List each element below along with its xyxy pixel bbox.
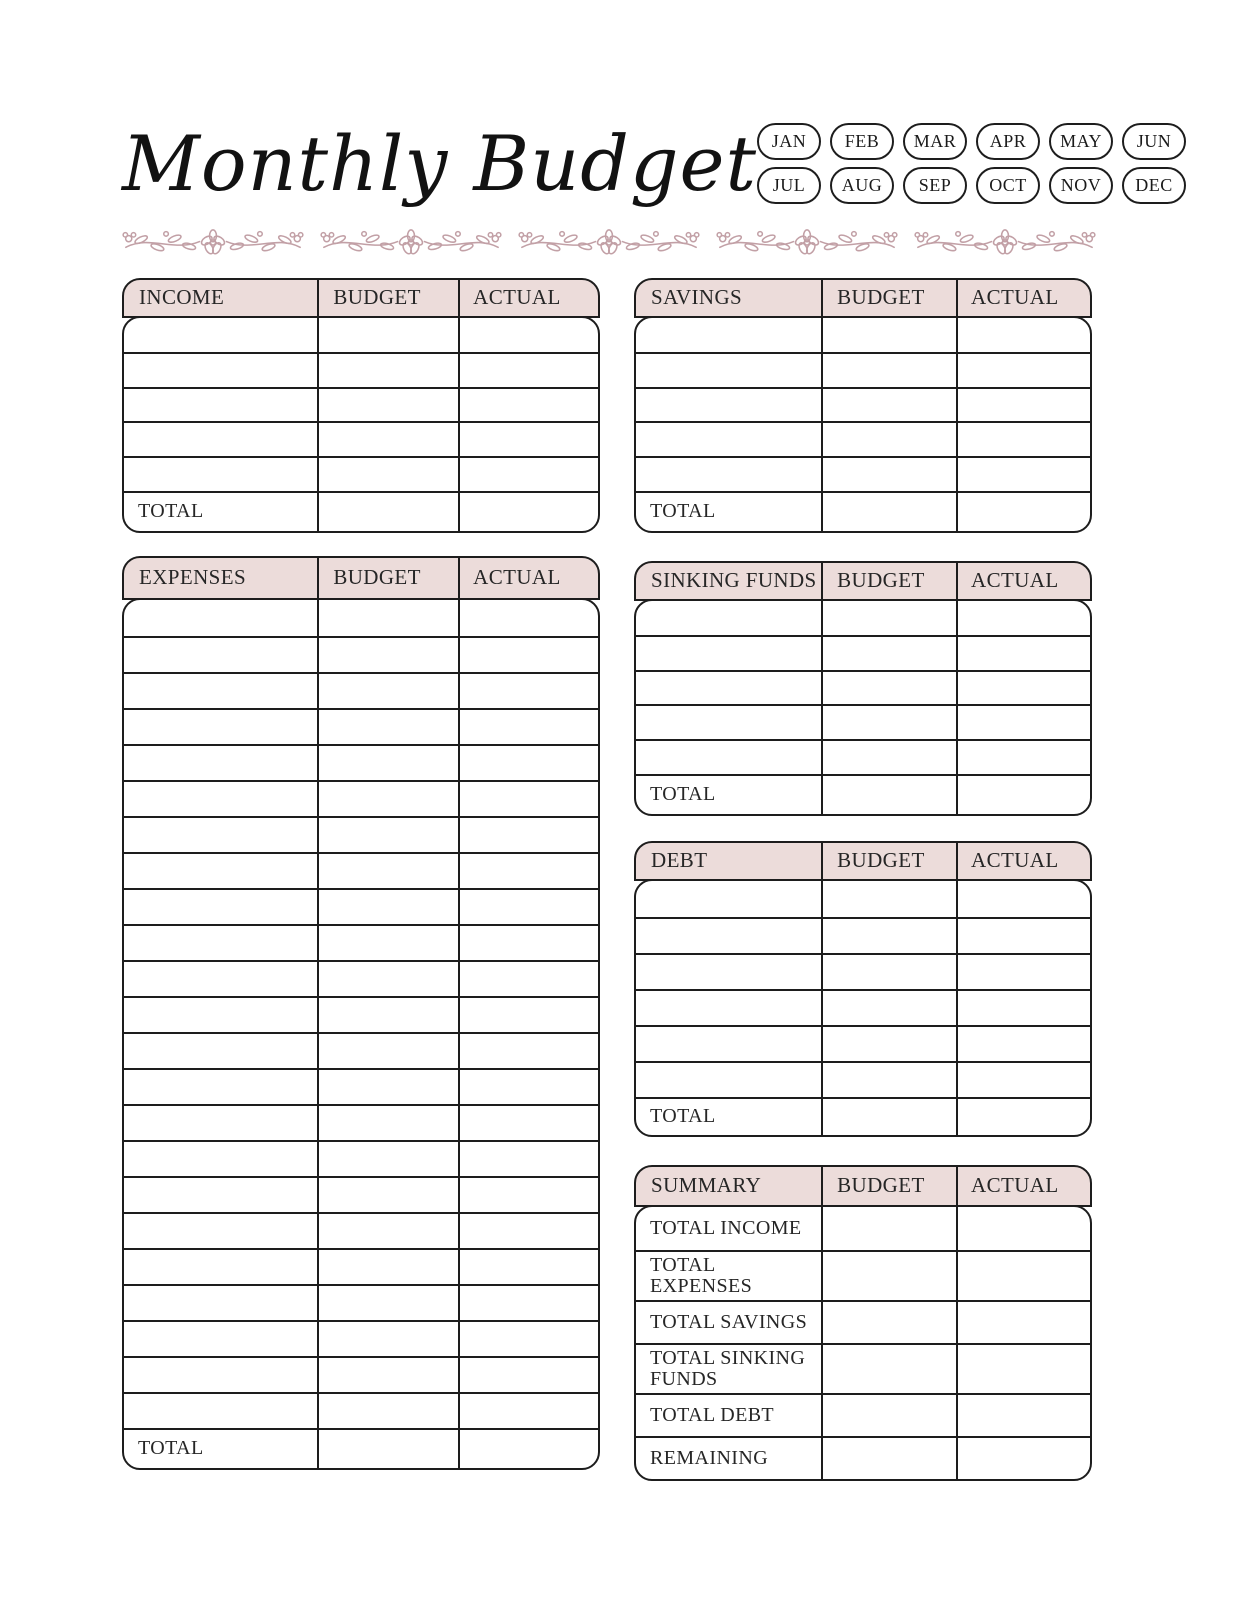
floral-vine-icon (716, 226, 898, 259)
floral-vine-icon (914, 226, 1096, 259)
column-header-actual: ACTUAL (971, 568, 1059, 593)
table-header (122, 556, 600, 600)
blank-row (124, 1392, 598, 1428)
table-savings (634, 278, 1092, 533)
page-header (122, 0, 1173, 208)
month-pill-jun[interactable]: JUN (1122, 123, 1186, 160)
column-divider-line (458, 280, 460, 531)
table-body (634, 879, 1092, 1137)
total-row-label: TOTAL (138, 1437, 204, 1460)
column-divider-line (956, 843, 958, 1135)
blank-row (636, 1025, 1090, 1061)
total-row (636, 1097, 1090, 1135)
summary-row (636, 1393, 1090, 1436)
table-header (634, 1165, 1092, 1207)
blank-row (124, 352, 598, 387)
table-sinking-funds (634, 561, 1092, 816)
column-divider-line (821, 563, 823, 814)
total-row-label: TOTAL (650, 1105, 716, 1128)
blank-row (124, 672, 598, 708)
blank-row (124, 1104, 598, 1140)
table-body (122, 598, 600, 1470)
table-title: SINKING FUNDS (651, 568, 817, 593)
month-pill-jul[interactable]: JUL (757, 167, 821, 204)
blank-row (124, 1248, 598, 1284)
blank-row (124, 600, 598, 636)
blank-row (124, 421, 598, 456)
column-divider-line (956, 563, 958, 814)
column-header-budget: BUDGET (837, 285, 925, 310)
blank-row (124, 1176, 598, 1212)
column-divider-line (956, 1167, 958, 1479)
table-body (634, 316, 1092, 533)
blank-row (636, 1061, 1090, 1097)
table-header (634, 561, 1092, 601)
blank-row (124, 1212, 598, 1248)
blank-row (636, 635, 1090, 670)
blank-row (124, 960, 598, 996)
month-pill-oct[interactable]: OCT (976, 167, 1040, 204)
column-divider-line (821, 1167, 823, 1479)
summary-row (636, 1343, 1090, 1393)
summary-row-label: TOTAL SAVINGS (650, 1310, 808, 1333)
total-row (124, 1428, 598, 1468)
table-title: SAVINGS (651, 285, 743, 310)
table-income (122, 278, 600, 533)
summary-row (636, 1207, 1090, 1250)
column-header-budget: BUDGET (837, 848, 925, 873)
blank-row (636, 739, 1090, 774)
left-column (122, 278, 600, 1481)
blank-row (636, 881, 1090, 917)
month-pill-jan[interactable]: JAN (757, 123, 821, 160)
floral-vine-icon (518, 226, 700, 259)
table-title: EXPENSES (139, 565, 247, 590)
month-pill-nov[interactable]: NOV (1049, 167, 1113, 204)
month-pill-dec[interactable]: DEC (1122, 167, 1186, 204)
blank-row (124, 1284, 598, 1320)
table-debt (634, 841, 1092, 1137)
summary-row-label: TOTAL EXPENSES (650, 1253, 753, 1297)
blank-row (636, 456, 1090, 491)
total-row-label: TOTAL (650, 783, 716, 806)
months-grid (757, 123, 1186, 204)
column-divider-line (458, 558, 460, 1468)
total-row-label: TOTAL (138, 500, 204, 523)
table-header (634, 278, 1092, 318)
table-summary (634, 1165, 1092, 1481)
blank-row (124, 852, 598, 888)
table-title: DEBT (651, 848, 708, 873)
column-header-budget: BUDGET (837, 568, 925, 593)
blank-row (124, 636, 598, 672)
column-header-budget: BUDGET (837, 1173, 925, 1198)
blank-row (124, 1140, 598, 1176)
column-header-budget: BUDGET (333, 285, 421, 310)
blank-row (124, 387, 598, 422)
summary-row (636, 1250, 1090, 1300)
blank-row (124, 924, 598, 960)
blank-row (636, 421, 1090, 456)
blank-row (124, 780, 598, 816)
total-row-label: TOTAL (650, 500, 716, 523)
blank-row (124, 744, 598, 780)
month-pill-feb[interactable]: FEB (830, 123, 894, 160)
blank-row (124, 456, 598, 491)
table-body (634, 1205, 1092, 1481)
blank-row (636, 352, 1090, 387)
month-pill-may[interactable]: MAY (1049, 123, 1113, 160)
content (122, 278, 1096, 1481)
blank-row (124, 1068, 598, 1104)
blank-row (124, 1032, 598, 1068)
total-row (636, 774, 1090, 814)
page-title: Monthly Budget (122, 119, 758, 208)
summary-row-label: TOTAL SINKING FUNDS (650, 1346, 806, 1390)
month-pill-sep[interactable]: SEP (903, 167, 967, 204)
table-title: SUMMARY (651, 1173, 762, 1198)
summary-row (636, 1436, 1090, 1479)
column-divider-line (317, 280, 319, 531)
summary-row-label: REMAINING (650, 1446, 769, 1469)
floral-vine-icon (122, 226, 304, 259)
table-header (634, 841, 1092, 881)
blank-row (636, 953, 1090, 989)
column-divider-line (821, 280, 823, 531)
column-divider-line (821, 843, 823, 1135)
total-row (636, 491, 1090, 531)
column-header-actual: ACTUAL (971, 1173, 1059, 1198)
summary-row-label: TOTAL INCOME (650, 1216, 802, 1239)
blank-row (124, 1320, 598, 1356)
table-expenses (122, 556, 600, 1470)
table-body (634, 599, 1092, 816)
table-header (122, 278, 600, 318)
column-header-budget: BUDGET (333, 565, 421, 590)
column-divider-line (317, 558, 319, 1468)
table-body (122, 316, 600, 533)
blank-row (636, 387, 1090, 422)
column-header-actual: ACTUAL (971, 848, 1059, 873)
column-divider-line (956, 280, 958, 531)
month-pill-mar[interactable]: MAR (903, 123, 967, 160)
blank-row (124, 816, 598, 852)
blank-row (636, 601, 1090, 636)
floral-vine-icon (320, 226, 502, 259)
blank-row (124, 708, 598, 744)
blank-row (124, 318, 598, 353)
table-title: INCOME (139, 285, 225, 310)
summary-row (636, 1300, 1090, 1343)
blank-row (124, 996, 598, 1032)
floral-divider (122, 226, 1096, 260)
blank-row (636, 989, 1090, 1025)
blank-row (124, 888, 598, 924)
summary-row-label: TOTAL DEBT (650, 1403, 775, 1426)
right-column (634, 278, 1092, 1481)
blank-row (636, 917, 1090, 953)
column-header-actual: ACTUAL (473, 285, 561, 310)
month-pill-aug[interactable]: AUG (830, 167, 894, 204)
column-header-actual: ACTUAL (473, 565, 561, 590)
total-row (124, 491, 598, 531)
column-header-actual: ACTUAL (971, 285, 1059, 310)
blank-row (636, 670, 1090, 705)
month-pill-apr[interactable]: APR (976, 123, 1040, 160)
blank-row (636, 318, 1090, 353)
blank-row (636, 704, 1090, 739)
blank-row (124, 1356, 598, 1392)
